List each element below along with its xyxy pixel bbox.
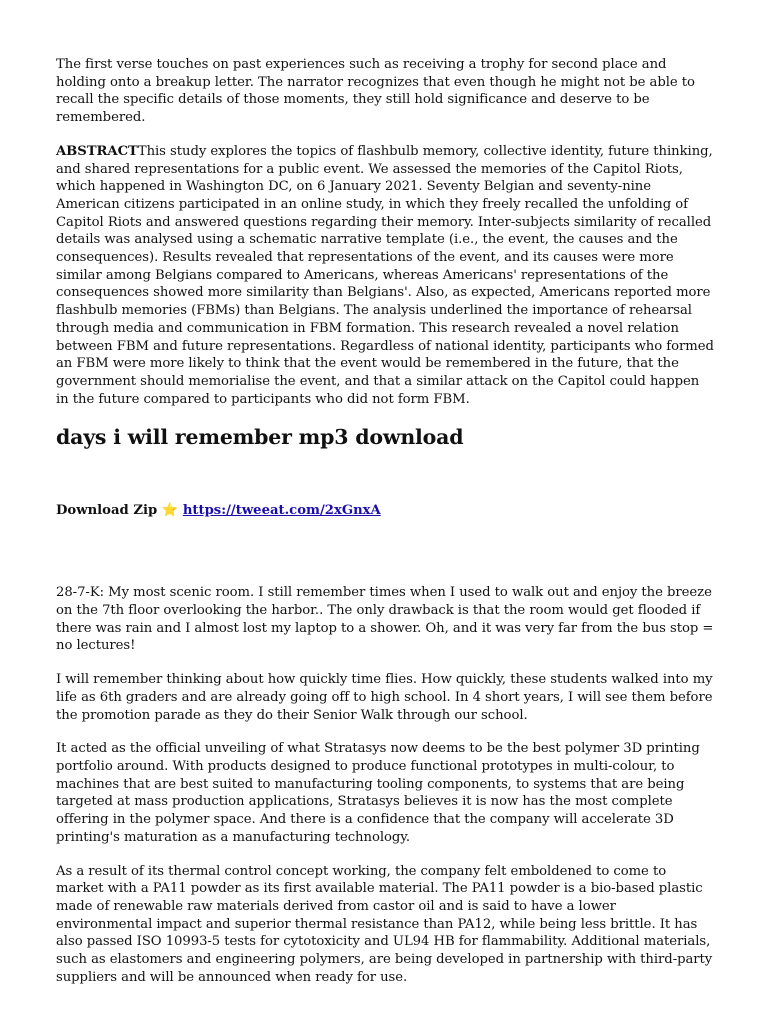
body-paragraph: It acted as the official unveiling of what Stratasys now deems to be the best polymer 3D printing portfolio around. With products designed to produce functional prototypes in multi-colour, to machines that are best suited to manufacturing tooling components, to systems that are being targeted at mass production applications, Stratasys believes it is now has the most complete offering in the polymer space. And there is a confidence that the company will accelerate 3D printing's maturation as a manufacturing technology. — [56, 741, 700, 845]
intro-paragraph: The first verse touches on past experiences such as receiving a trophy for second place and holding onto a breakup letter. The narrator recognizes that even though he might not be able to recall the specific details of those moments, they still hold significance and deserve to be remembered. — [56, 57, 695, 126]
page-title: days i will remember mp3 download — [56, 425, 464, 450]
download-line — [56, 502, 714, 520]
article-body — [56, 584, 714, 986]
abstract-paragraph — [56, 143, 714, 409]
body-paragraph: I will remember thinking about how quickly time flies. How quickly, these students walked into my life as 6th graders and are already going off to high school. In 4 short years, I will see them before the promotion parade as they do their Senior Walk through our school. — [56, 672, 713, 723]
body-paragraph: 28-7-K: My most scenic room. I still remember times when I used to walk out and enjoy the breeze on the 7th floor overlooking the harbor.. The only drawback is that the room would get flooded if there was rain and I almost lost my laptop to a shower. Oh, and it was very far from the bus stop = no lectures! — [56, 585, 714, 654]
body-paragraph: As a result of its thermal control concept working, the company felt emboldened to come to market with a PA11 powder as its first available material. The PA11 powder is a bio-based plastic made of renewable raw materials derived from castor oil and is said to have a lower environmental impact and superior thermal resistance than PA12, while being less brittle. It has also passed ISO 10993-5 tests for cytotoxicity and UL94 HB for flammability. Additional materials, such as elastomers and engineering polymers, are being developed in partnership with third-party suppliers and will be announced when ready for use. — [56, 863, 713, 985]
abstract-text: This study explores the topics of flashbulb memory, collective identity, future thinking, and shared representations for a public event. We assessed the memories of the Capitol Riots, which happened in Washington DC, on 6 January 2021. Seventy Belgian and seventy-nine American citizens participated in an online study, in which they freely recalled the unfolding of Capitol Riots and answered questions regarding their memory. Inter-subjects similarity of recalled details was analysed using a schematic narrative template (i.e., the event, the causes and the consequences). Results revealed that representations of the event, and its causes were more similar among Belgians compared to Americans, whereas Americans' representations of the consequences showed more similarity than Belgians'. Also, as expected, Americans reported more flashbulb memories (FBMs) than Belgians. The analysis underlined the importance of rehearsal through media and communication in FBM formation. This research revealed a novel relation between FBM and future representations. Regardless of national identity, participants who formed an FBM were more likely to think that the event would be remembered in the future, that the government should memorialise the event, and that a similar attack on the Capitol could happen in the future compared to participants who did not form FBM. — [56, 143, 714, 407]
abstract-label: ABSTRACT — [56, 143, 138, 159]
download-label: Download Zip ⭐ — [56, 503, 179, 519]
download-link[interactable]: https://tweeat.com/2xGnxA — [182, 503, 381, 519]
